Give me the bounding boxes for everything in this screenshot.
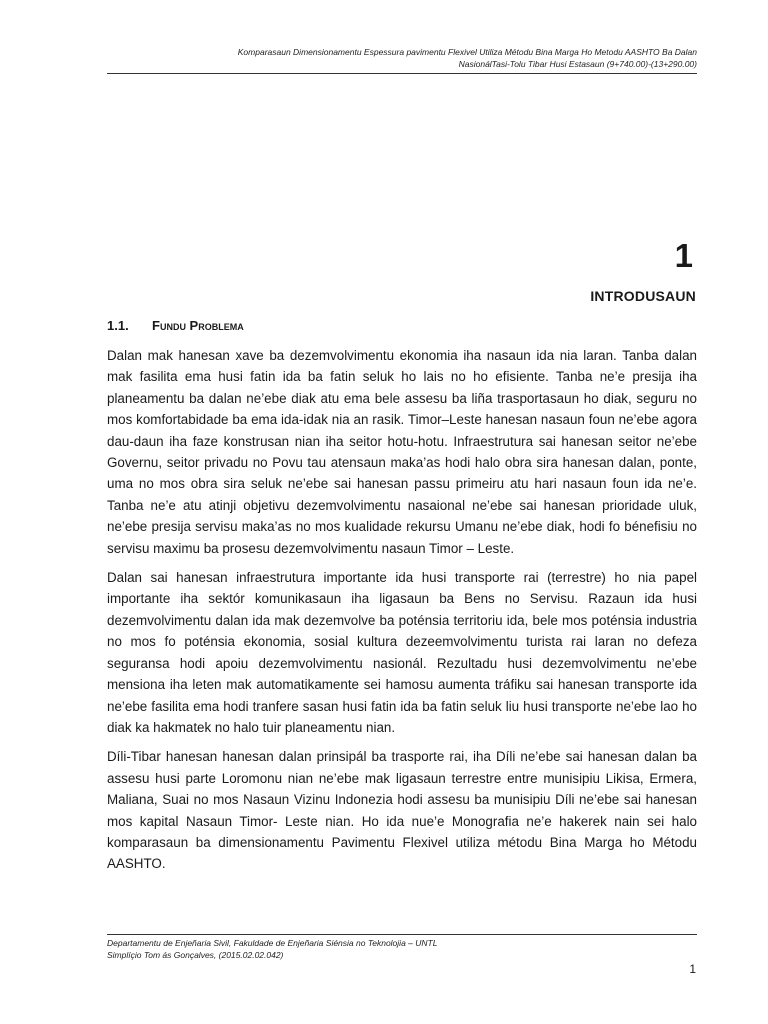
section-number: 1.1. xyxy=(107,318,129,333)
section-heading xyxy=(107,318,244,333)
chapter-title: INTRODUSAUN xyxy=(590,288,696,304)
chapter-number: 1 xyxy=(674,237,693,274)
footer-line-1: Departamentu de Enjeñaria Sivil, Fakuldade de Enjeñaria Siénsia no Teknolojia – UNTL xyxy=(107,938,438,948)
footer-divider xyxy=(107,934,697,935)
section-title: Fundu Problema xyxy=(152,318,244,333)
footer-line-2: Simplíçio Tom ás Gonçalves, (2015.02.02.042) xyxy=(107,950,284,960)
page-number: 1 xyxy=(689,962,696,976)
header-line-2: NasionálTasi-Tolu Tibar Husi Estasaun (9+740.00)-(13+290.00) xyxy=(458,59,697,69)
paragraph: Dalan sai hanesan infraestrutura importante ida husi transporte rai (terrestre) ho nia papel importante iha sektór komunikasaun iha ligasaun ba Bens no Servisu. Razaun ida husi dezemvolvimentu dalan ida mak dezemvolve ba poténsia territoriu ida, bele mos poténsia industria no mos fo poténsia ekonomia, sosial kultura dezeemvolvimentu turista rai laran no defeza seguransa hodi apoiu dezemvolvimentu nasionál. Rezultadu husi dezemvolvimentu ne’ebe mensiona iha leten mak automatikamente sei hamosu aumenta tráfiku sai hanesan transporte ida ne’ebe fasilita ema hodi tranfere sasan husi fatin ida ba fatin seluk liu husi transporte ne’ebe lao ho diak ka hakmatek no halo tuir planeamentu nian. xyxy=(107,570,697,735)
running-footer xyxy=(107,937,697,961)
paragraph: Díli-Tibar hanesan hanesan dalan prinsipál ba trasporte rai, iha Díli ne’ebe sai hanesan dalan ba assesu husi parte Loromonu nian ne’ebe mak ligasaun terrestre entre munisipiu Likisa, Ermera, Maliana, Suai no mos Nasaun Vizinu Indonezia hodi assesu ba munisipiu Díli ne’ebe sai hanesan mos kapital Nasaun Timor- Leste nian. Ho ida nue’e Monografia ne’e hakerek nain sei halo komparasaun ba dimensionamentu Pavimentu Flexivel utiliza métodu Bina Marga ho Métodu AASHTO. xyxy=(107,749,697,872)
body-text xyxy=(107,345,697,883)
paragraph: Dalan mak hanesan xave ba dezemvolvimentu ekonomia iha nasaun ida nia laran. Tanba dalan mak fasilita ema husi fatin ida ba fatin seluk ho lais no ho efisiente. Tanba ne’e presija iha planeamentu ba dalan ne’ebe diak atu ema bele assesu ba liña trasportasaun ho diak, seguru no mos komfortabidade ba ema ida-idak nia an rasik. Timor–Leste hanesan nasaun foun ne’ebe agora dau-daun iha faze konstrusan nian iha seitor hotu-hotu. Infraestrutura sai hanesan seitor ne’ebe Governu, seitor privadu no Povu tau atensaun maka’as hodi halo obra sira hanesan dalan, ponte, uma no mos obra sira seluk ne’ebe sai hanesan passu primeiru atu hari nasaun foun ida ne’e. Tanba ne’e atu atinji objetivu dezemvolvimentu nasaional ne’ebe sai hanesan prioridade uluk, ne’ebe presija servisu maka’as no mos kualidade rekursu Umanu ne’ebe diak, hodi fo bénefisiu no servisu maximu ba prosesu dezemvolvimentu nasaun Timor – Leste. xyxy=(107,348,697,556)
header-line-1: Komparasaun Dimensionamentu Espessura pavimentu Flexivel Utiliza Métodu Bina Marga Ho Metodu AASHTO Ba Dalan xyxy=(237,47,697,57)
header-divider xyxy=(107,73,697,74)
running-header xyxy=(107,46,697,70)
